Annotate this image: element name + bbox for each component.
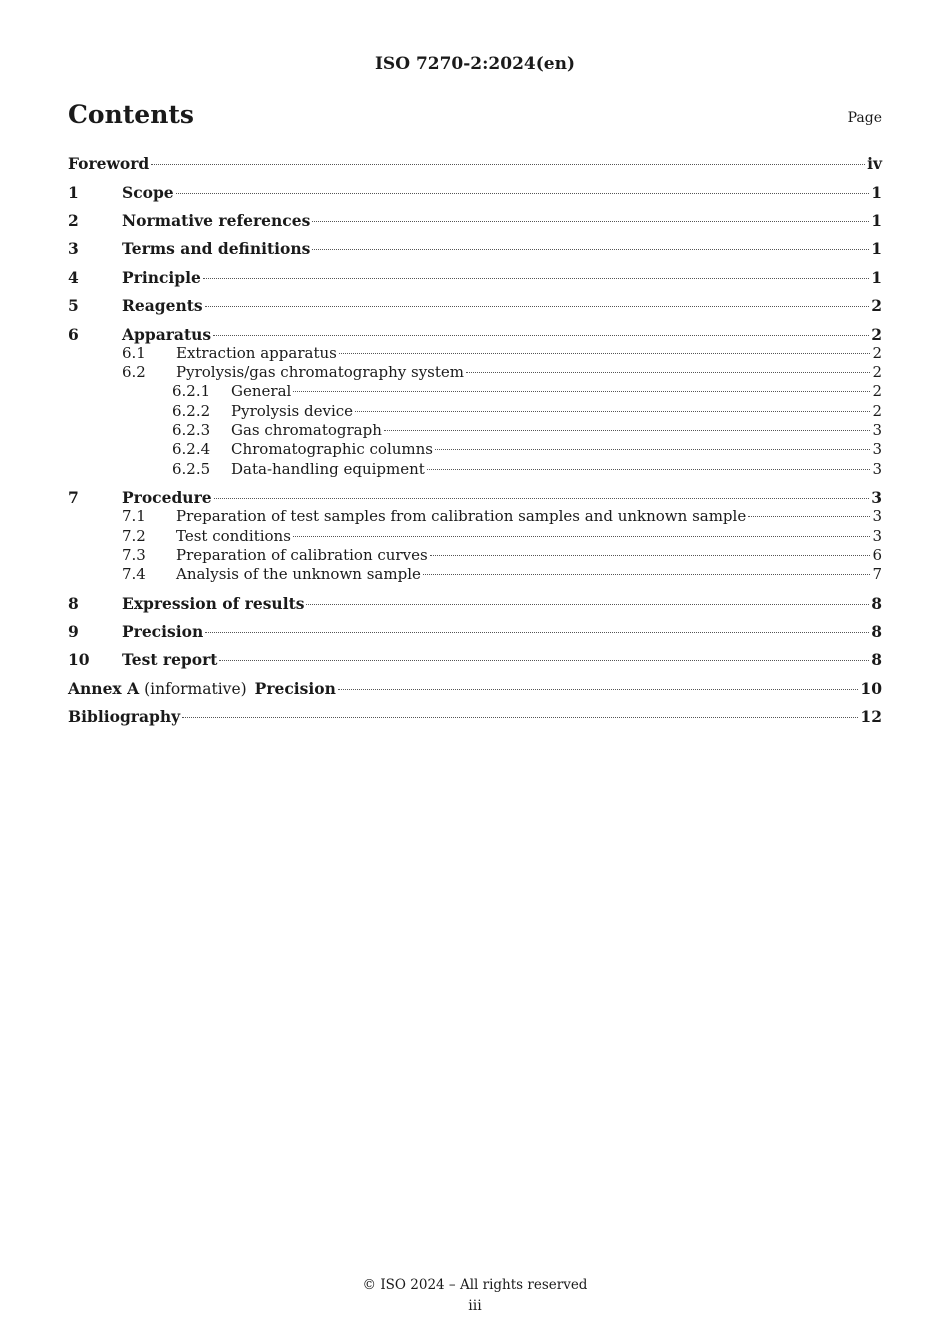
toc-entry-page: 1 [871,211,882,230]
document-header: ISO 7270-2:2024(en) [374,54,575,74]
toc-entry-page: 8 [871,622,882,641]
toc-entry-page: 3 [872,421,882,439]
toc-entry-number: 1 [68,183,79,202]
toc-entry-title: Preparation of test samples from calibration samples and unknown sample [176,507,747,525]
dot-leader [205,306,870,307]
toc-entry-subsection[interactable] [68,507,882,527]
toc-entry-title: Pyrolysis device [231,402,354,420]
toc-entry-title: Analysis of the unknown sample [176,565,421,583]
table-of-contents [68,0,882,730]
toc-entry-subsubsection[interactable] [68,382,882,402]
page-number: iii [468,1298,482,1314]
toc-entry-section[interactable] [68,211,882,231]
dot-leader [430,555,871,556]
toc-entry-subsubsection[interactable] [68,402,882,422]
toc-entry-number: 6.2.1 [172,382,211,400]
dot-leader [384,430,871,431]
dot-leader [151,164,865,165]
toc-entry-page: 2 [871,325,882,344]
dot-leader [427,469,871,470]
toc-entry-page: 2 [872,363,882,381]
toc-entry-foreword[interactable] [68,154,882,174]
toc-entry-number: 3 [68,239,79,258]
toc-entry-page: 7 [872,565,882,583]
toc-entry-title: Data-handling equipment [231,460,425,478]
toc-entry-title: Reagents [122,296,203,315]
dot-leader [435,449,870,450]
toc-entry-subsection[interactable] [68,565,882,585]
toc-entry-page: 8 [871,594,882,613]
dot-leader [213,335,869,336]
dot-leader [748,516,870,517]
dot-leader [355,411,870,412]
toc-entry-subsection[interactable] [68,344,882,364]
toc-entry-page: 3 [872,460,882,478]
toc-entry-page: 12 [860,707,882,726]
toc-entry-number: 7.2 [122,527,146,545]
toc-entry-number: 10 [68,650,90,669]
copyright-notice: © ISO 2024 – All rights reserved [362,1277,588,1293]
toc-entry-page: 3 [871,488,882,507]
toc-entry-page: 1 [871,268,882,287]
toc-entry-number: 6.2.3 [172,421,211,439]
dot-leader [205,632,869,633]
toc-entry-page: 6 [872,546,882,564]
dot-leader [293,536,871,537]
dot-leader [466,372,870,373]
toc-entry-number: 4 [68,268,79,287]
toc-entry-number: 6.1 [122,344,146,362]
toc-entry-subsection[interactable] [68,527,882,547]
toc-entry-section[interactable] [68,239,882,259]
toc-entry-subsection[interactable] [68,546,882,566]
toc-entry-title: Principle [122,268,201,287]
toc-entry-title: General [231,382,292,400]
dot-leader [339,353,871,354]
annex-label: Annex A [68,679,140,698]
toc-entry-page: 10 [860,679,882,698]
toc-entry-title: Scope [122,183,174,202]
toc-entry-number: 6.2 [122,363,146,381]
toc-entry-number: 7.3 [122,546,146,564]
toc-entry-page: iv [867,154,882,173]
toc-entry-title: Bibliography [68,707,181,726]
toc-entry-page: 2 [872,344,882,362]
dot-leader [423,574,871,575]
toc-entry-number: 2 [68,211,79,230]
toc-entry-annex-a[interactable] [68,679,882,699]
toc-entry-page: 1 [871,183,882,202]
toc-entry-title: Normative references [122,211,311,230]
toc-entry-section[interactable] [68,183,882,203]
toc-entry-title: Expression of results [122,594,305,613]
dot-leader [306,604,869,605]
toc-entry-subsubsection[interactable] [68,440,882,460]
toc-entry-section[interactable] [68,650,882,670]
dot-leader [312,249,869,250]
toc-entry-subsubsection[interactable] [68,460,882,480]
toc-entry-title: Gas chromatograph [231,421,382,439]
toc-entry-number: 7.1 [122,507,146,525]
toc-entry-number: 9 [68,622,79,641]
dot-leader [219,660,869,661]
toc-entry-title: Precision [254,679,336,698]
page-column-label: Page [847,110,882,126]
toc-entry-page: 2 [871,296,882,315]
toc-entry-title: Extraction apparatus [176,344,337,362]
dot-leader [338,689,859,690]
toc-entry-number: 7 [68,488,79,507]
dot-leader [176,193,870,194]
dot-leader [293,391,870,392]
toc-entry-page: 1 [871,239,882,258]
toc-entry-title: Apparatus [122,325,212,344]
toc-entry-number: 6.2.2 [172,402,211,420]
toc-entry-section[interactable] [68,488,882,508]
toc-entry-section[interactable] [68,296,882,316]
toc-entry-section[interactable] [68,594,882,614]
toc-entry-title: Terms and definitions [122,239,311,258]
annex-type: (informative) [144,680,247,698]
dot-leader [182,717,858,718]
toc-entry-number: 7.4 [122,565,146,583]
contents-title: Contents [68,100,195,129]
toc-entry-title: Pyrolysis/gas chromatography system [176,363,465,381]
toc-entry-page: 2 [872,402,882,420]
toc-entry-page: 2 [872,382,882,400]
toc-entry-title: Procedure [122,488,212,507]
toc-entry-subsubsection[interactable] [68,421,882,441]
toc-entry-number: 6.2.4 [172,440,211,458]
toc-entry-page: 8 [871,650,882,669]
toc-entry-number: 6.2.5 [172,460,211,478]
dot-leader [214,498,870,499]
toc-entry-subsection[interactable] [68,363,882,383]
toc-entry-section[interactable] [68,325,882,345]
toc-entry-number: 8 [68,594,79,613]
toc-entry-title: Chromatographic columns [231,440,433,458]
toc-entry-section[interactable] [68,622,882,642]
dot-leader [203,278,869,279]
toc-entry-page: 3 [872,440,882,458]
toc-entry-title: Test conditions [176,527,291,545]
toc-entry-title: Preparation of calibration curves [176,546,428,564]
toc-entry-number: 6 [68,325,79,344]
toc-entry-number: 5 [68,296,79,315]
toc-entry-bibliography[interactable] [68,707,882,727]
toc-entry-title: Test report [122,650,218,669]
toc-entry-title: Foreword [68,154,150,173]
toc-entry-section[interactable] [68,268,882,288]
toc-entry-title: Precision [122,622,204,641]
toc-entry-page: 3 [872,507,882,525]
dot-leader [312,221,869,222]
toc-entry-page: 3 [872,527,882,545]
